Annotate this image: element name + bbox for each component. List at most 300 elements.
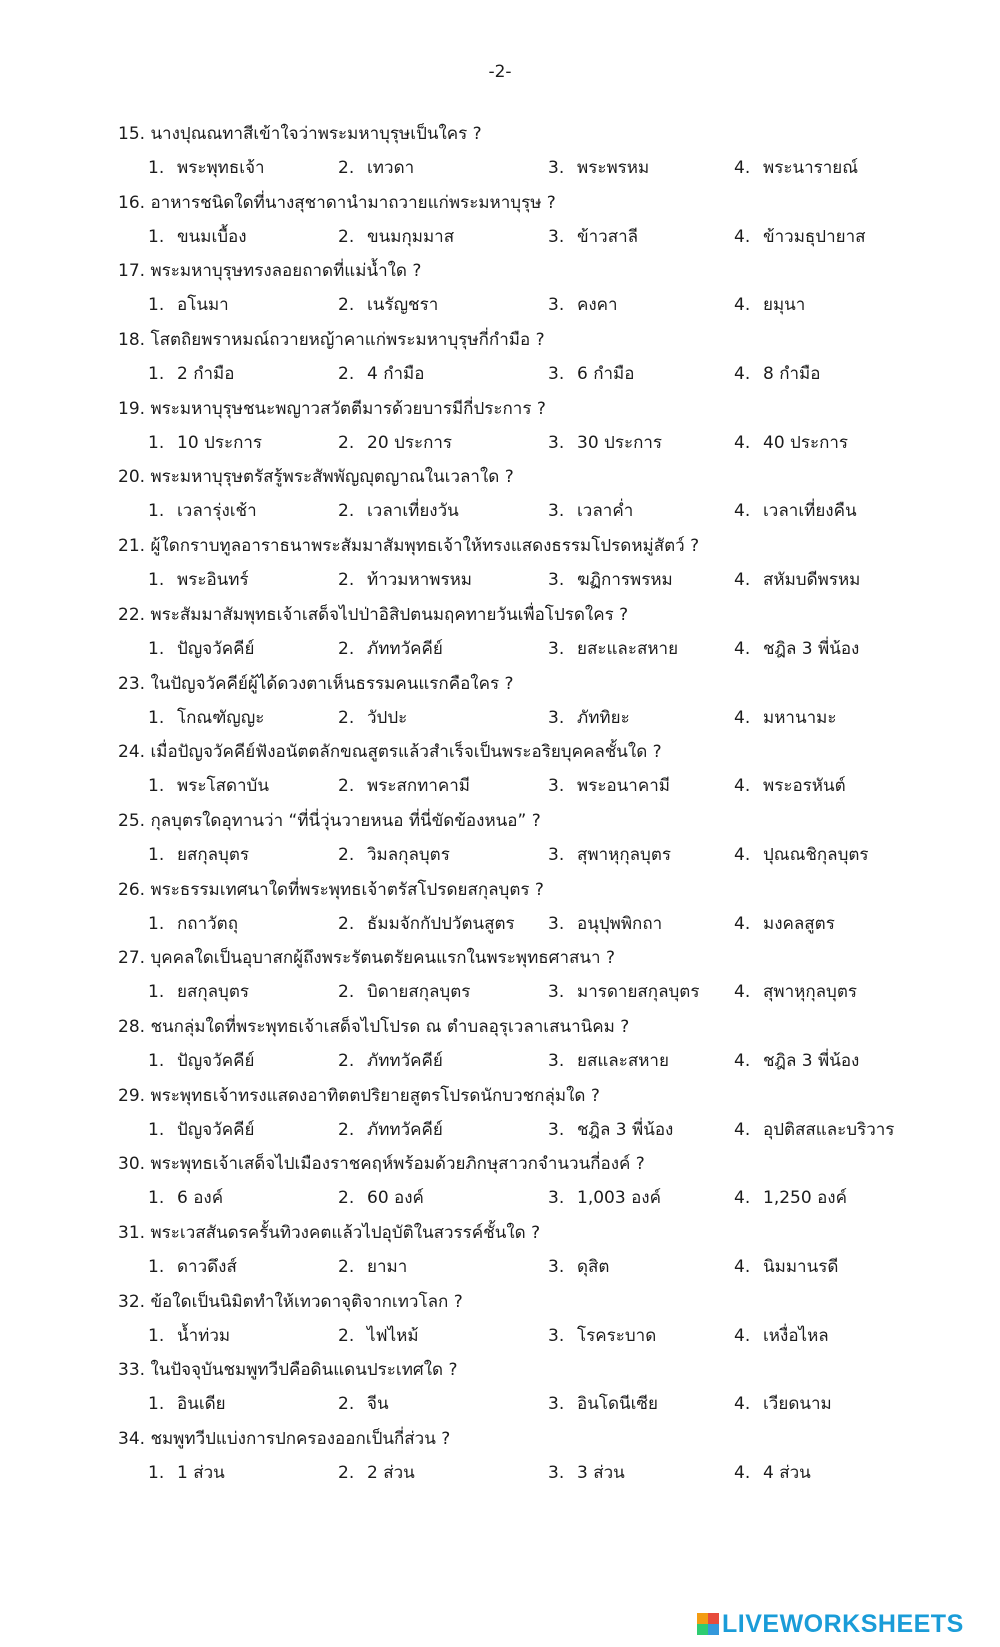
choice-number: 2. — [338, 364, 355, 385]
choice-number: 2. — [338, 1119, 355, 1140]
choice-number: 2. — [338, 501, 355, 522]
answer-choice[interactable] — [338, 1387, 389, 1421]
choice-text: พระพรหม — [577, 158, 650, 178]
choice-number: 4. — [734, 501, 751, 522]
choice-number: 2. — [338, 913, 355, 934]
choice-number: 4. — [734, 1325, 751, 1346]
answer-choice[interactable] — [338, 632, 443, 666]
choice-number: 1. — [148, 913, 165, 934]
answer-choice[interactable] — [548, 907, 662, 941]
choice-text: น้ำท่วม — [177, 1325, 231, 1346]
choice-text: พระพุทธเจ้า — [177, 158, 265, 178]
choice-text: มารดายสกุลบุตร — [577, 982, 700, 1003]
answer-choice[interactable] — [548, 1387, 658, 1421]
answer-choice[interactable] — [148, 1456, 225, 1490]
question-text: 34. ชมพูทวีปแบ่งการปกครองออกเป็นกี่ส่วน ? — [118, 1429, 451, 1450]
answer-choice[interactable] — [734, 494, 857, 528]
choice-text: อุปติสสและบริวาร — [763, 1119, 895, 1140]
choice-row — [118, 426, 978, 460]
answer-choice[interactable] — [734, 1387, 832, 1421]
question-text: 25. กุลบุตรใดอุทานว่า “ที่นี่วุ่นวายหนอ ที่นี่ขัดข้องหนอ” ? — [118, 810, 541, 831]
answer-choice[interactable] — [148, 220, 247, 254]
choice-number: 3. — [548, 982, 565, 1003]
answer-choice[interactable] — [148, 1250, 237, 1284]
answer-choice[interactable] — [338, 907, 515, 941]
choice-text: ยสกุลบุตร — [177, 844, 250, 865]
choice-text: พระอินทร์ — [177, 570, 249, 591]
question-item — [118, 1010, 978, 1079]
choice-number: 2. — [338, 844, 355, 865]
question-item — [118, 1216, 978, 1285]
answer-choice[interactable] — [734, 220, 866, 254]
choice-row — [118, 1387, 978, 1421]
choice-number: 4. — [734, 1119, 751, 1140]
choice-number: 2. — [338, 432, 355, 453]
answer-choice[interactable] — [338, 494, 459, 528]
choice-number: 3. — [548, 707, 565, 728]
choice-row — [118, 907, 978, 941]
choice-number: 4. — [734, 1394, 751, 1415]
answer-choice[interactable] — [548, 357, 634, 391]
answer-choice[interactable] — [148, 151, 265, 185]
answer-choice[interactable] — [338, 769, 470, 803]
choice-text: ยามา — [367, 1257, 408, 1277]
choice-number: 4. — [734, 844, 751, 865]
choice-row — [118, 288, 978, 322]
choice-number: 2. — [338, 776, 355, 797]
choice-number: 3. — [548, 1463, 565, 1484]
choice-row — [118, 975, 978, 1009]
answer-choice[interactable] — [148, 1387, 226, 1421]
answer-choice[interactable] — [148, 1113, 255, 1147]
answer-choice[interactable] — [734, 426, 848, 460]
choice-text: อนุปุพพิกถา — [577, 913, 663, 934]
answer-choice[interactable] — [734, 1044, 859, 1078]
question-item — [118, 804, 978, 873]
choice-number: 4. — [734, 1463, 751, 1484]
choice-number: 3. — [548, 638, 565, 659]
answer-choice[interactable] — [548, 288, 618, 322]
choice-text: จีน — [367, 1394, 389, 1415]
choice-text: ปัญจวัคคีย์ — [177, 638, 255, 659]
choice-number: 2. — [338, 1257, 355, 1277]
choice-number: 4. — [734, 982, 751, 1003]
choice-number: 1. — [148, 295, 165, 316]
choice-text: เวียดนาม — [763, 1394, 832, 1415]
choice-row — [118, 494, 978, 528]
choice-number: 4. — [734, 295, 751, 316]
choice-text: อินโดนีเซีย — [577, 1394, 658, 1415]
choice-text: 2 กำมือ — [177, 364, 235, 385]
choice-row — [118, 1456, 978, 1490]
choice-number: 3. — [548, 1325, 565, 1346]
question-text: 27. บุคคลใดเป็นอุบาสกผู้ถึงพระรัตนตรัยคนแรกในพระพุทธศาสนา ? — [118, 948, 615, 969]
answer-choice[interactable] — [338, 1044, 443, 1078]
choice-text: ภัททวัคคีย์ — [367, 1119, 443, 1140]
answer-choice[interactable] — [148, 1181, 223, 1215]
choice-text: ยสกุลบุตร — [177, 982, 250, 1003]
choice-text: 10 ประการ — [177, 432, 263, 453]
choice-number: 1. — [148, 226, 165, 247]
choice-number: 1. — [148, 1394, 165, 1415]
answer-choice[interactable] — [148, 907, 238, 941]
choice-number: 2. — [338, 1394, 355, 1415]
answer-choice[interactable] — [338, 220, 454, 254]
choice-text: โกณฑัญญะ — [177, 707, 265, 728]
answer-choice[interactable] — [734, 1456, 811, 1490]
choice-number: 4. — [734, 1257, 751, 1277]
choice-text: ชฎิล 3 พี่น้อง — [577, 1119, 674, 1140]
answer-choice[interactable] — [734, 1113, 894, 1147]
choice-number: 3. — [548, 1188, 565, 1209]
question-text: 20. พระมหาบุรุษตรัสรู้พระสัพพัญญุตญาณในเวลาใด ? — [118, 467, 514, 488]
choice-text: ชฎิล 3 พี่น้อง — [763, 1050, 860, 1071]
question-item — [118, 667, 978, 736]
choice-text: สหัมบดีพรหม — [763, 570, 861, 591]
choice-number: 2. — [338, 638, 355, 659]
answer-choice[interactable] — [338, 1319, 419, 1353]
answer-choice[interactable] — [548, 1044, 669, 1078]
logo-square-icon — [708, 1624, 719, 1635]
choice-row — [118, 1250, 978, 1284]
question-text: 29. พระพุทธเจ้าทรงแสดงอาทิตตปริยายสูตรโปรดนักบวชกลุ่มใด ? — [118, 1085, 600, 1106]
choice-text: ท้าวมหาพรหม — [367, 570, 473, 591]
question-text: 17. พระมหาบุรุษทรงลอยถาดที่แม่น้ำใด ? — [118, 261, 422, 282]
question-item — [118, 392, 978, 461]
choice-number: 1. — [148, 364, 165, 385]
choice-text: เวลารุ่งเช้า — [177, 501, 257, 522]
question-text: 32. ข้อใดเป็นนิมิตทำให้เทวดาจุติจากเทวโลก ? — [118, 1291, 463, 1312]
choice-text: พระนารายณ์ — [763, 158, 859, 178]
choice-text: มงคลสูตร — [763, 913, 835, 934]
choice-text: ปุณณชิกุลบุตร — [763, 844, 869, 865]
answer-choice[interactable] — [148, 1044, 255, 1078]
answer-choice[interactable] — [734, 769, 846, 803]
answer-choice[interactable] — [734, 907, 835, 941]
answer-choice[interactable] — [148, 426, 262, 460]
choice-text: 6 กำมือ — [577, 364, 635, 385]
question-item — [118, 735, 978, 804]
answer-choice[interactable] — [148, 838, 249, 872]
logo-text: LIVEWORKSHEETS — [722, 1609, 964, 1638]
question-text: 18. โสตถิยพราหมณ์ถวายหญ้าคาแก่พระมหาบุรุษกี่กำมือ ? — [118, 330, 545, 351]
answer-choice[interactable] — [734, 563, 860, 597]
question-item — [118, 1353, 978, 1422]
choice-row — [118, 357, 978, 391]
choice-number: 3. — [548, 1394, 565, 1415]
answer-choice[interactable] — [548, 1456, 625, 1490]
choice-number: 4. — [734, 226, 751, 247]
choice-text: เวลาเที่ยงคืน — [763, 501, 857, 522]
choice-text: วิมลกุลบุตร — [367, 844, 450, 865]
answer-choice[interactable] — [548, 1113, 673, 1147]
question-text: 33. ในปัจจุบันชมพูทวีปคือดินแดนประเทศใด ? — [118, 1360, 458, 1381]
choice-row — [118, 632, 978, 666]
choice-text: ภัททวัคคีย์ — [367, 1050, 443, 1071]
choice-number: 3. — [548, 501, 565, 522]
answer-choice[interactable] — [148, 632, 255, 666]
choice-text: ดาวดึงส์ — [177, 1257, 237, 1277]
answer-choice[interactable] — [734, 288, 805, 322]
choice-text: ยสะและสหาย — [577, 638, 679, 659]
choice-text: อินเดีย — [177, 1394, 226, 1415]
choice-text: ชฎิล 3 พี่น้อง — [763, 638, 860, 659]
answer-choice[interactable] — [734, 701, 836, 735]
choice-text: 60 องค์ — [367, 1188, 424, 1209]
answer-choice[interactable] — [148, 494, 257, 528]
choice-text: เหงื่อไหล — [763, 1325, 829, 1346]
answer-choice[interactable] — [734, 632, 859, 666]
logo-square-icon — [697, 1613, 708, 1624]
question-item — [118, 323, 978, 392]
answer-choice[interactable] — [548, 1250, 609, 1284]
choice-text: พระโสดาบัน — [177, 776, 269, 797]
choice-number: 2. — [338, 707, 355, 728]
choice-number: 2. — [338, 295, 355, 316]
choice-text: 8 กำมือ — [763, 364, 821, 385]
choice-text: 30 ประการ — [577, 432, 663, 453]
choice-number: 1. — [148, 982, 165, 1003]
answer-choice[interactable] — [148, 1319, 230, 1353]
choice-number: 3. — [548, 1050, 565, 1071]
answer-choice[interactable] — [548, 769, 670, 803]
answer-choice[interactable] — [548, 701, 630, 735]
choice-text: เวลาค่ำ — [577, 501, 634, 522]
question-text: 22. พระสัมมาสัมพุทธเจ้าเสด็จไปป่าอิสิปตนมฤคทายวันเพื่อโปรดใคร ? — [118, 604, 629, 625]
question-text: 23. ในปัญจวัคคีย์ผู้ได้ดวงตาเห็นธรรมคนแรกคือใคร ? — [118, 673, 514, 694]
choice-row — [118, 1113, 978, 1147]
choice-text: คงคา — [577, 295, 618, 316]
choice-text: ฆฏิการพรหม — [577, 570, 673, 591]
choice-text: วัปปะ — [367, 707, 408, 728]
question-text: 21. ผู้ใดกราบทูลอาราธนาพระสัมมาสัมพุทธเจ้าให้ทรงแสดงธรรมโปรดหมู่สัตว์ ? — [118, 536, 700, 557]
question-text: 19. พระมหาบุรุษชนะพญาวสวัตตีมารด้วยบารมีกี่ประการ ? — [118, 398, 546, 419]
choice-number: 4. — [734, 776, 751, 797]
choice-text: ธัมมจักกัปปวัตนสูตร — [367, 913, 515, 934]
question-item — [118, 941, 978, 1010]
answer-choice[interactable] — [338, 1113, 443, 1147]
answer-choice[interactable] — [548, 838, 671, 872]
choice-number: 3. — [548, 1257, 565, 1277]
choice-number: 3. — [548, 844, 565, 865]
answer-choice[interactable] — [734, 357, 820, 391]
choice-number: 1. — [148, 432, 165, 453]
answer-choice[interactable] — [734, 838, 869, 872]
answer-choice[interactable] — [338, 1250, 407, 1284]
choice-number: 3. — [548, 364, 565, 385]
question-text: 24. เมื่อปัญจวัคคีย์ฟังอนัตตลักขณสูตรแล้วสำเร็จเป็นพระอริยบุคคลชั้นใด ? — [118, 742, 662, 763]
choice-text: 1,003 องค์ — [577, 1188, 661, 1209]
choice-text: ภัททิยะ — [577, 707, 630, 728]
question-text: 31. พระเวสสันดรครั้นทิวงคตแล้วไปอุบัติในสวรรค์ชั้นใด ? — [118, 1223, 541, 1243]
question-item — [118, 873, 978, 942]
choice-text: ยมุนา — [763, 295, 806, 316]
choice-number: 3. — [548, 1119, 565, 1140]
answer-choice[interactable] — [734, 1181, 847, 1215]
answer-choice[interactable] — [548, 494, 633, 528]
question-item — [118, 1147, 978, 1216]
answer-choice[interactable] — [548, 426, 662, 460]
choice-row — [118, 701, 978, 735]
choice-text: ยสและสหาย — [577, 1050, 669, 1071]
choice-text: บิดายสกุลบุตร — [367, 982, 471, 1003]
choice-number: 1. — [148, 1050, 165, 1071]
choice-number: 2. — [338, 1325, 355, 1346]
choice-text: ภัททวัคคีย์ — [367, 638, 443, 659]
question-item — [118, 117, 978, 186]
choice-text: 2 ส่วน — [367, 1463, 415, 1484]
choice-number: 4. — [734, 364, 751, 385]
question-item — [118, 1422, 978, 1491]
choice-text: ข้าวมธุปายาส — [763, 226, 866, 247]
answer-choice[interactable] — [734, 1250, 838, 1284]
choice-number: 1. — [148, 1119, 165, 1140]
answer-choice[interactable] — [548, 975, 699, 1009]
choice-text: ปัญจวัคคีย์ — [177, 1119, 255, 1140]
choice-number: 1. — [148, 501, 165, 522]
answer-choice[interactable] — [148, 357, 234, 391]
answer-choice[interactable] — [338, 151, 414, 185]
choice-number: 1. — [148, 638, 165, 659]
choice-text: เนรัญชรา — [367, 295, 439, 316]
question-item — [118, 186, 978, 255]
choice-row — [118, 1319, 978, 1353]
choice-number: 3. — [548, 158, 565, 178]
choice-text: สุพาหุกุลบุตร — [577, 844, 672, 865]
choice-text: มหานามะ — [763, 707, 837, 728]
choice-number: 1. — [148, 707, 165, 728]
choice-number: 1. — [148, 1325, 165, 1346]
question-item — [118, 529, 978, 598]
answer-choice[interactable] — [338, 288, 438, 322]
choice-row — [118, 769, 978, 803]
choice-number: 2. — [338, 1463, 355, 1484]
choice-number: 3. — [548, 913, 565, 934]
logo-square-icon — [708, 1613, 719, 1624]
choice-text: ไฟไหม้ — [367, 1325, 419, 1346]
choice-text: 4 ส่วน — [763, 1463, 811, 1484]
choice-number: 1. — [148, 844, 165, 865]
answer-choice[interactable] — [148, 701, 264, 735]
choice-text: 6 องค์ — [177, 1188, 224, 1209]
question-item — [118, 254, 978, 323]
question-item — [118, 598, 978, 667]
choice-text: เวลาเที่ยงวัน — [367, 501, 459, 522]
choice-number: 4. — [734, 638, 751, 659]
answer-choice[interactable] — [548, 563, 673, 597]
answer-choice[interactable] — [338, 701, 407, 735]
choice-number: 2. — [338, 570, 355, 591]
choice-text: 20 ประการ — [367, 432, 453, 453]
choice-number: 4. — [734, 913, 751, 934]
choice-number: 2. — [338, 226, 355, 247]
logo-square-icon — [697, 1624, 708, 1635]
choice-row — [118, 220, 978, 254]
answer-choice[interactable] — [338, 563, 472, 597]
page-number: -2- — [488, 62, 512, 82]
choice-text: 3 ส่วน — [577, 1463, 625, 1484]
question-text: 15. นางปุณณทาสีเข้าใจว่าพระมหาบุรุษเป็นใคร ? — [118, 124, 482, 144]
choice-number: 4. — [734, 432, 751, 453]
choice-text: เทวดา — [367, 158, 415, 178]
choice-text: กถาวัตถุ — [177, 913, 239, 934]
liveworksheets-logo-icon — [697, 1613, 719, 1635]
choice-text: ขนมเบื้อง — [177, 226, 247, 247]
choice-number: 4. — [734, 158, 751, 178]
liveworksheets-logo[interactable] — [697, 1609, 964, 1639]
answer-choice[interactable] — [548, 1181, 661, 1215]
answer-choice[interactable] — [148, 563, 249, 597]
answer-choice[interactable] — [734, 151, 858, 185]
choice-number: 4. — [734, 1188, 751, 1209]
choice-number: 1. — [148, 776, 165, 797]
choice-row — [118, 151, 978, 185]
answer-choice[interactable] — [548, 151, 649, 185]
answer-choice[interactable] — [338, 1456, 415, 1490]
answer-choice[interactable] — [734, 1319, 829, 1353]
choice-text: 40 ประการ — [763, 432, 849, 453]
question-text: 30. พระพุทธเจ้าเสด็จไปเมืองราชคฤห์พร้อมด้วยภิกษุสาวกจำนวนกี่องค์ ? — [118, 1154, 645, 1175]
choice-number: 1. — [148, 1463, 165, 1484]
choice-number: 1. — [148, 158, 165, 178]
choice-number: 2. — [338, 1188, 355, 1209]
choice-number: 3. — [548, 295, 565, 316]
answer-choice[interactable] — [338, 838, 450, 872]
choice-number: 2. — [338, 1050, 355, 1071]
choice-row — [118, 563, 978, 597]
answer-choice[interactable] — [338, 975, 470, 1009]
choice-number: 3. — [548, 226, 565, 247]
choice-text: ข้าวสาลี — [577, 226, 639, 247]
answer-choice[interactable] — [548, 1319, 656, 1353]
choice-text: พระสกทาคามี — [367, 776, 471, 797]
question-text: 26. พระธรรมเทศนาใดที่พระพุทธเจ้าตรัสโปรดยสกุลบุตร ? — [118, 879, 544, 900]
answer-choice[interactable] — [338, 357, 424, 391]
choice-number: 4. — [734, 570, 751, 591]
answer-choice[interactable] — [734, 975, 857, 1009]
choice-number: 4. — [734, 1050, 751, 1071]
choice-text: อโนมา — [177, 295, 229, 316]
answer-choice[interactable] — [148, 975, 249, 1009]
choice-number: 1. — [148, 1257, 165, 1277]
choice-number: 3. — [548, 570, 565, 591]
choice-text: 1 ส่วน — [177, 1463, 225, 1484]
answer-choice[interactable] — [148, 769, 269, 803]
question-text: 28. ชนกลุ่มใดที่พระพุทธเจ้าเสด็จไปโปรด ณ ตำบลอุรุเวลาเสนานิคม ? — [118, 1016, 630, 1037]
answer-choice[interactable] — [338, 426, 452, 460]
choice-text: โรคระบาด — [577, 1325, 657, 1346]
question-item — [118, 1285, 978, 1354]
choice-number: 3. — [548, 776, 565, 797]
choice-number: 2. — [338, 158, 355, 178]
question-item — [118, 460, 978, 529]
choice-text: ดุสิต — [577, 1257, 610, 1277]
choice-text: นิมมานรดี — [763, 1257, 839, 1277]
answer-choice[interactable] — [548, 220, 638, 254]
choice-text: 4 กำมือ — [367, 364, 425, 385]
choice-number: 4. — [734, 707, 751, 728]
choice-text: สุพาหุกุลบุตร — [763, 982, 858, 1003]
choice-row — [118, 1181, 978, 1215]
choice-number: 1. — [148, 1188, 165, 1209]
choice-row — [118, 838, 978, 872]
answer-choice[interactable] — [148, 288, 229, 322]
answer-choice[interactable] — [338, 1181, 424, 1215]
answer-choice[interactable] — [548, 632, 678, 666]
choice-number: 3. — [548, 432, 565, 453]
choice-text: พระอรหันต์ — [763, 776, 846, 797]
question-text: 16. อาหารชนิดใดที่นางสุชาดานำมาถวายแก่พระมหาบุรุษ ? — [118, 192, 556, 213]
